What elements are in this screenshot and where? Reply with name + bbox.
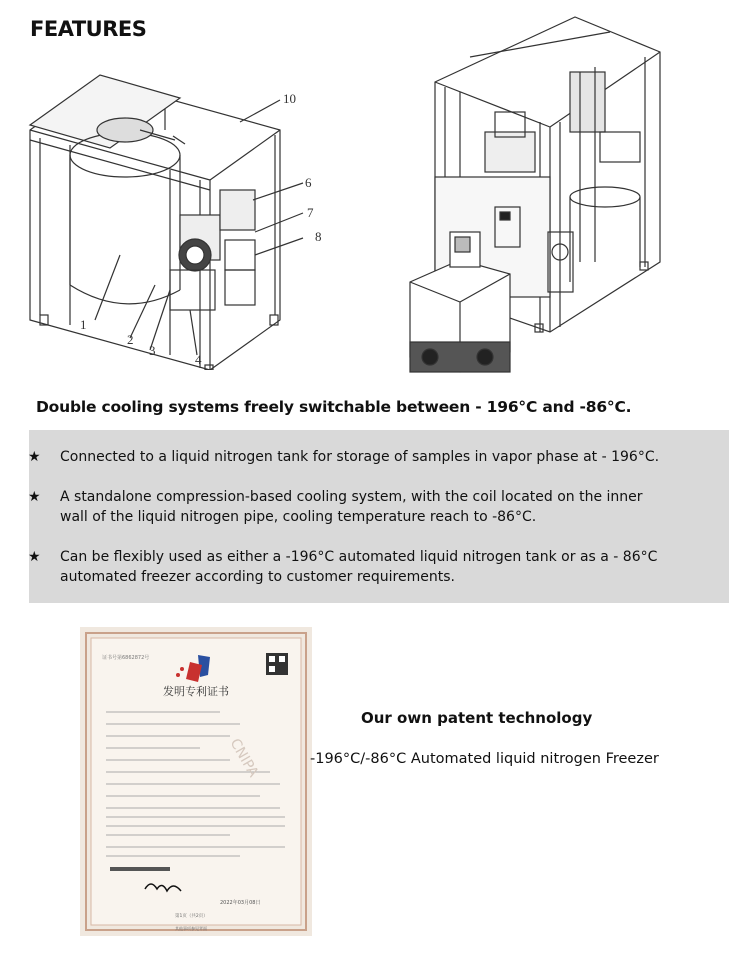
star-icon: ★	[28, 489, 41, 505]
patent-heading: Our own patent technology	[361, 709, 593, 727]
cert-watermark: CNIPA	[226, 736, 262, 780]
callout-10: 10	[283, 91, 296, 106]
callout-1: 1	[80, 317, 87, 332]
callout-8: 8	[315, 229, 322, 244]
bullet-text: A standalone compression-based cooling system, with the coil located on the inner	[60, 489, 643, 505]
cert-title: 发明专利证书	[163, 685, 229, 698]
star-icon: ★	[28, 549, 41, 565]
feature-bullet-3	[28, 547, 720, 587]
patent-subtitle: -196°C/-86°C Automated liquid nitrogen Freezer	[310, 751, 659, 767]
features-title: FEATURES	[30, 17, 147, 41]
cert-page: 第1页（共2页）	[175, 914, 208, 919]
cert-date: 2022年03月08日	[220, 900, 261, 906]
star-icon: ★	[28, 449, 41, 465]
right-technical-drawing	[400, 12, 665, 382]
feature-bullet-1	[28, 447, 720, 467]
left-technical-drawing	[25, 70, 335, 370]
callout-4: 4	[195, 352, 202, 367]
bullet-text: automated freezer according to customer requirements.	[60, 569, 455, 585]
bullet-text: wall of the liquid nitrogen pipe, cooling temperature reach to -86°C.	[60, 509, 537, 525]
patent-certificate-image	[80, 627, 312, 936]
callout-3: 3	[149, 343, 156, 358]
bullet-text: Can be flexibly used as either a -196°C automated liquid nitrogen tank or as a - 86°C	[60, 549, 658, 565]
callout-6: 6	[305, 175, 312, 190]
bullet-text: Connected to a liquid nitrogen tank for storage of samples in vapor phase at - 196°C.	[60, 449, 660, 465]
callout-2: 2	[127, 332, 134, 347]
feature-bullet-2	[28, 487, 720, 527]
cert-footer: 其他事项参见背面	[175, 926, 207, 931]
callout-7: 7	[307, 205, 314, 220]
cert-number: 证书号第6862872号	[102, 655, 150, 661]
headline: Double cooling systems freely switchable between - 196°C and -86°C.	[36, 398, 632, 416]
